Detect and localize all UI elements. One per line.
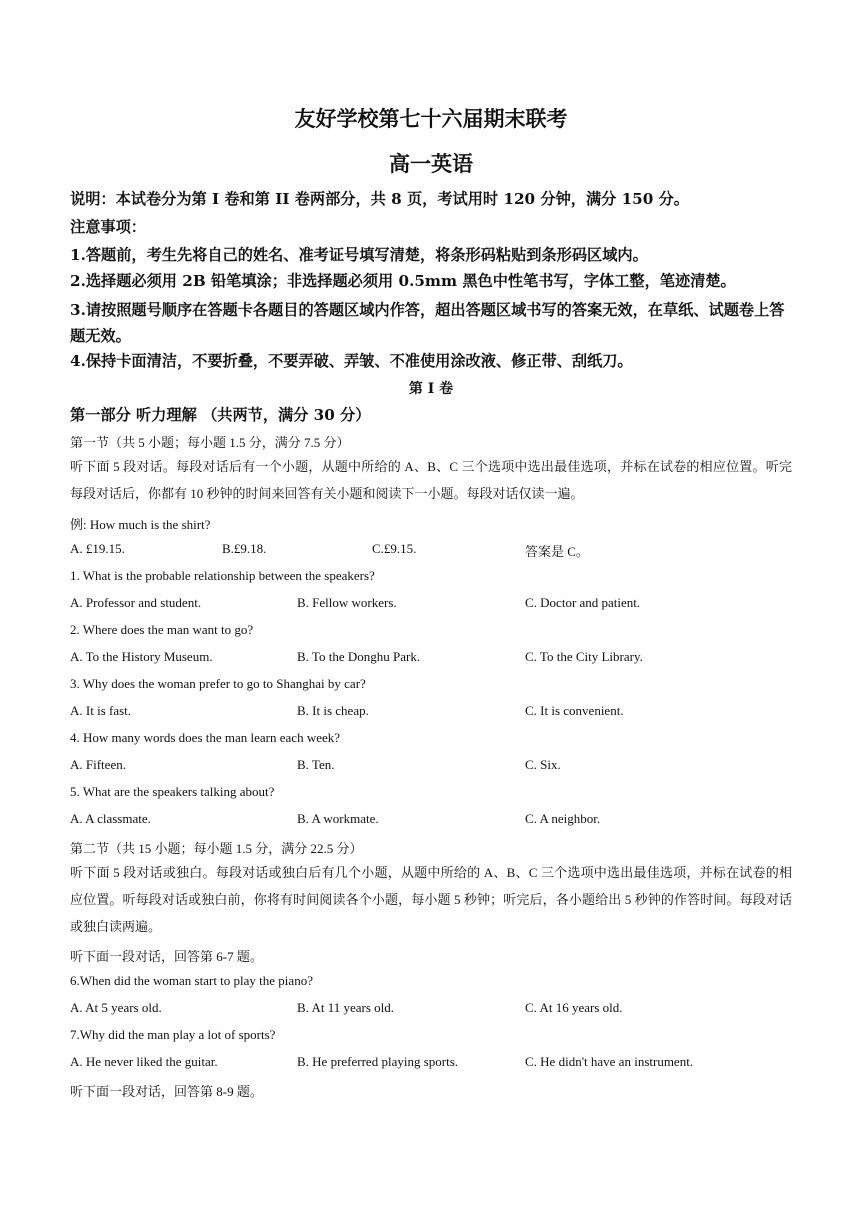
- question-1: 1. What is the probable relationship between the speakers?: [70, 568, 375, 583]
- question-3-option-a: A. It is fast.: [70, 703, 132, 718]
- exam-intro: 说明：本试卷分为第 I 卷和第 II 卷两部分，共 8 页，考试用时 120 分钟，满分 150 分。: [70, 190, 689, 208]
- question-7: 7.Why did the man play a lot of sports?: [70, 1027, 276, 1042]
- exam-subtitle: 高一英语: [389, 151, 473, 176]
- question-4: 4. How many words does the man learn each week?: [70, 730, 341, 745]
- example-answer: 答案是 C。: [525, 544, 589, 559]
- question-7-option-c: C. He didn't have an instrument.: [525, 1054, 694, 1069]
- question-4-option-a: A. Fifteen.: [70, 757, 126, 772]
- question-4-option-b: B. Ten.: [297, 757, 335, 772]
- question-3-option-c: C. It is convenient.: [525, 703, 624, 718]
- notes-heading: 注意事项：: [70, 218, 146, 236]
- question-5: 5. What are the speakers talking about?: [70, 784, 275, 799]
- exam-title: 友好学校第七十六届期末联考: [294, 106, 568, 131]
- example-option-b: B.£9.18.: [222, 541, 267, 556]
- section1-instructions: 听下面 5 段对话。每段对话后有一个小题，从题中所给的 A、B、C 三个选项中选出最佳选项，并标在试卷的相应位置。听完每段对话后，你都有 10 秒钟的时间来回答有关小题和阅读下一小题。每段对话仅读一遍。: [70, 459, 792, 501]
- volume-title: 第 I 卷: [408, 381, 454, 397]
- question-4-option-c: C. Six.: [525, 757, 561, 772]
- question-7-option-b: B. He preferred playing sports.: [297, 1054, 459, 1069]
- section2-instructions: 听下面 5 段对话或独白。每段对话或独白后有几个小题，从题中所给的 A、B、C 三个选项中选出最佳选项，并标在试卷的相应位置。听每段对话或独白前，你将有时间阅读各个小题，每小题 5 秒钟；听完后，各小题给出 5 秒钟的作答时间。每段对话或独白读两遍。: [70, 865, 792, 934]
- note-item-2: 2.选择题必须用 2B 铅笔填涂；非选择题必须用 0.5mm 黑色中性笔书写，字体工整，笔迹清楚。: [70, 272, 736, 290]
- part1-title: 第一部分 听力理解 （共两节，满分 30 分）: [70, 406, 371, 424]
- question-5-option-a: A. A classmate.: [70, 811, 151, 826]
- example-option-a: A. £19.15.: [70, 541, 125, 556]
- question-2: 2. Where does the man want to go?: [70, 622, 254, 637]
- question-1-option-b: B. Fellow workers.: [297, 595, 397, 610]
- section1-title: 第一节（共 5 小题；每小题 1.5 分，满分 7.5 分）: [70, 435, 350, 450]
- group-6-7-intro: 听下面一段对话，回答第 6-7 题。: [70, 949, 263, 964]
- question-2-option-c: C. To the City Library.: [525, 649, 643, 664]
- question-6-option-a: A. At 5 years old.: [70, 1000, 162, 1015]
- note-item-4: 4.保持卡面清洁，不要折叠，不要弄破、弄皱、不准使用涂改液、修正带、刮纸刀。: [70, 352, 633, 370]
- question-6-option-b: B. At 11 years old.: [297, 1000, 395, 1015]
- question-5-option-c: C. A neighbor.: [525, 811, 601, 826]
- question-1-option-c: C. Doctor and patient.: [525, 595, 641, 610]
- section2-title: 第二节（共 15 小题；每小题 1.5 分，满分 22.5 分）: [70, 841, 363, 856]
- question-6-option-c: C. At 16 years old.: [525, 1000, 623, 1015]
- example-question: 例: How much is the shirt?: [70, 517, 211, 532]
- note-item-1: 1.答题前，考生先将自己的姓名、准考证号填写清楚，将条形码粘贴到条形码区域内。: [70, 246, 648, 264]
- question-7-option-a: A. He never liked the guitar.: [70, 1054, 218, 1069]
- example-option-c: C.£9.15.: [372, 541, 417, 556]
- question-6: 6.When did the woman start to play the piano?: [70, 973, 313, 988]
- question-1-option-a: A. Professor and student.: [70, 595, 202, 610]
- question-2-option-a: A. To the History Museum.: [70, 649, 213, 664]
- question-3-option-b: B. It is cheap.: [297, 703, 369, 718]
- question-3: 3. Why does the woman prefer to go to Shanghai by car?: [70, 676, 366, 691]
- note-item-3: 3.请按照题号顺序在答题卡各题目的答题区域内作答，超出答题区域书写的答案无效，在草纸、试题卷上答题无效。: [70, 301, 785, 345]
- question-5-option-b: B. A workmate.: [297, 811, 379, 826]
- question-2-option-b: B. To the Donghu Park.: [297, 649, 421, 664]
- group-8-9-intro: 听下面一段对话，回答第 8-9 题。: [70, 1084, 263, 1099]
